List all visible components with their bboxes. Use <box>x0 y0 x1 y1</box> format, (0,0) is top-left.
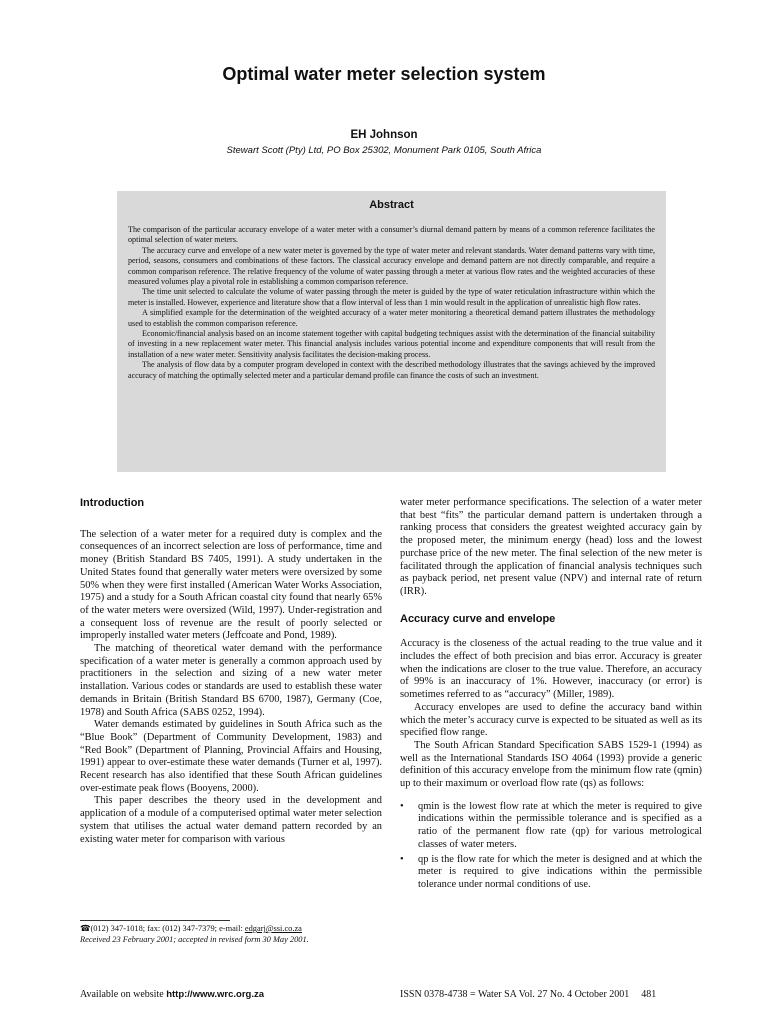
body-paragraph: Water demands estimated by guidelines in South Africa such as the “Blue Book” (Department of Community Development, 1983) and “Red Book” (Department of Planning, Provincial Affairs and Housing, 1991) appear to over-estimate these water demands (Turner et al, 1997). Recent research has also identified that these South African guidelines over-estimate peak flows (Booyens, 2000). <box>80 719 382 794</box>
body-paragraph: The matching of theoretical water demand with the performance specification of a water meter is generally a common approach used by practitioners in the selection and sizing of a new water meter installation. Various codes or standards are used to establish these water demands in Britain (British Standard BS 6700, 1987), Germany (Coe, 1978) and South Africa (SABS 0252, 1994). <box>80 643 382 718</box>
bullet-icon: • <box>400 800 404 812</box>
body-paragraph: Accuracy envelopes are used to define the accuracy band within which the meter’s accuracy curve is expected to be situated as well as its specified flow range. <box>400 701 702 739</box>
definition-list <box>400 801 702 892</box>
list-item <box>400 801 702 852</box>
body-paragraph: The South African Standard Specification SABS 1529-1 (1994) as well as the International Standards ISO 4064 (1993) provide a generic definition of this accuracy envelope from the minimum flow rate (qmin) up to their maximum or overload flow rate (qs) as follows: <box>400 739 702 790</box>
footer-citation <box>400 989 690 1000</box>
section-heading-introduction: Introduction <box>80 497 145 509</box>
email-link[interactable]: edgarj@ssi.co.za <box>244 924 302 933</box>
author-name: EH Johnson <box>350 129 418 141</box>
list-item-text: qp is the flow rate for which the meter is designed and at which the meter is required to give indications within the permissible tolerance under normal conditions of use. <box>418 853 702 890</box>
telephone-icon: ☎ <box>80 924 91 933</box>
body-paragraph: This paper describes the theory used in the development and application of a module of a computerised optimal water meter selection system that utilises the actual water demand pattern recorded by an existing water meter for comparison with various <box>80 795 382 845</box>
body-paragraph: The selection of a water meter for a required duty is complex and the consequences of an incorrect selection are loss of performance, time and money (British Standard BS 7405, 1991). A study undertaken in the United States found that generally water meters were oversized by some 50% when they were first installed (American Water Works Association, 1975) and a study for a South African coastal city found that nearly 65% of the water meters were oversized (Wild, 1997). Under-registration and a consequent loss of revenue are the result of poorly selected or improperly installed water meters (Jeffcoate and Pond, 1989). <box>80 528 382 642</box>
right-column <box>400 497 702 894</box>
footer-available-label: Available on website <box>80 989 167 1000</box>
footnote <box>80 923 382 945</box>
website-link[interactable]: http://www.wrc.org.za <box>166 989 265 1000</box>
abstract-paragraph: The analysis of flow data by a computer program developed in context with the described methodology illustrates that the savings achieved by the improved accuracy of matching the optimally selected meter and a particular demand profile can finance the costs of such an investment. <box>128 360 655 380</box>
abstract-paragraph: The time unit selected to calculate the volume of water passing through the meter is guided by the type of water reticulation infrastructure within which the meter is installed. However, experience and literature show that a flow interval of less than 1 min would result in the application of unrealistic high flow rates. <box>128 287 655 307</box>
journal-citation: ISSN 0378-4738 = Water SA Vol. 27 No. 4 October 2001 <box>400 989 630 1000</box>
abstract-paragraph: A simplified example for the determination of the weighted accuracy of a water meter monitoring a theoretical demand pattern illustrates the methodology used to establish the common comparison reference. <box>128 308 655 328</box>
abstract-paragraph: Economic/financial analysis based on an income statement together with capital budgeting techniques assist with the determination of the financial suitability of investing in a new replacement water meter. This financial analysis includes various potential income and expenditure components that will result from the installation of a new water meter. Sensitivity analysis facilitates the decision-making process. <box>128 329 655 359</box>
author-affiliation: Stewart Scott (Pty) Ltd, PO Box 25302, Monument Park 0105, South Africa <box>226 145 542 156</box>
list-item <box>400 854 702 892</box>
body-paragraph-continuation: water meter performance specifications. The selection of a water meter that best “fits” the particular demand pattern is undertaken through a ranking process that considers the greatest weighted accuracy gain by the proposed meter, the minimum energy (head) loss and the lowest purchase price of the new meter. The final selection of the new meter is facilitated through the application of financial analysis techniques such as payback period, net present value (NPV) and internal rate of return (IRR). <box>400 497 702 597</box>
abstract-box <box>117 191 666 472</box>
received-dates: Received 23 February 2001; accepted in revised form 30 May 2001. <box>80 935 309 944</box>
footnote-divider <box>80 920 230 921</box>
page-number: 481 <box>641 989 657 1000</box>
left-column <box>80 497 382 846</box>
list-item-text: qmin is the lowest flow rate at which the meter is required to give indications within the permissible tolerance and is specified as a ratio of the permanent flow rate (qp) for various metrological classes of water meters. <box>418 800 702 850</box>
body-paragraph: Accuracy is the closeness of the actual reading to the true value and it includes the effect of both precision and bias error. Accuracy is greater when the indications are closer to the true value. Therefore, an accuracy of 99% is an inaccuracy of 1%. However, inaccuracy (or error) is sometimes referred to as “accuracy” (Miller, 1989). <box>400 638 702 701</box>
section-heading-accuracy: Accuracy curve and envelope <box>400 612 556 625</box>
contact-details: (012) 347-1018; fax: (012) 347-7379; e-mail: <box>90 924 245 933</box>
footer-website <box>80 989 264 1000</box>
bullet-icon: • <box>400 853 404 865</box>
abstract-heading: Abstract <box>369 199 414 211</box>
paper-title: Optimal water meter selection system <box>222 64 546 84</box>
abstract-paragraph: The comparison of the particular accuracy envelope of a water meter with a consumer’s diurnal demand pattern by means of a common reference facilitates the optimal selection of water meters. <box>128 225 655 245</box>
abstract-paragraph: The accuracy curve and envelope of a new water meter is governed by the type of water meter and relevant standards. Water demand patterns vary with time, period, seasons, consumers and combinations of these factors. The classical accuracy envelope and demand pattern are not directly comparable, and require a common comparison reference. The relative frequency of the volume of water passing through a meter at various flow rates and the weighted accuracies of these measured volumes play a pivotal role in establishing a common comparison reference. <box>128 245 655 287</box>
